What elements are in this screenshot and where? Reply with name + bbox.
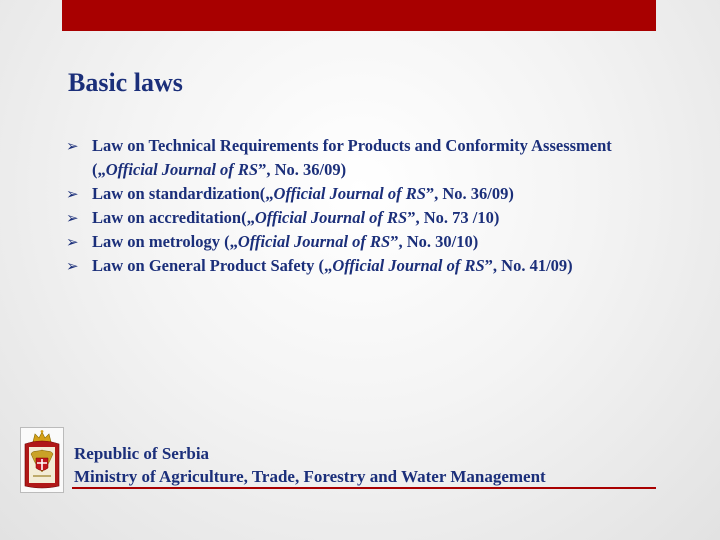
arrow-bullet-icon: ➢ bbox=[66, 257, 79, 275]
law-item-journal: Official Journal of RS bbox=[254, 208, 408, 227]
footer-country: Republic of Serbia bbox=[74, 444, 210, 463]
law-item bbox=[66, 254, 646, 278]
serbia-coat-of-arms-icon bbox=[20, 427, 64, 493]
law-item-tail: ”, No. 36/09) bbox=[425, 184, 514, 203]
law-item bbox=[66, 134, 646, 182]
law-item-lead: Law on metrology („ bbox=[92, 232, 238, 251]
law-item-lead: Law on standardization(„ bbox=[92, 184, 274, 203]
arrow-bullet-icon: ➢ bbox=[66, 185, 79, 203]
arrow-bullet-icon: ➢ bbox=[66, 233, 79, 251]
footer-institution bbox=[74, 442, 546, 488]
footer-divider bbox=[72, 487, 656, 489]
law-item-journal: Official Journal of RS bbox=[237, 232, 391, 251]
slide-title: Basic laws bbox=[68, 68, 183, 97]
top-accent-bar bbox=[62, 0, 656, 31]
law-item-lead: Law on Technical Requirements for Products and Conformity Assessment („ bbox=[92, 136, 612, 179]
law-item-lead: Law on accreditation(„ bbox=[92, 208, 255, 227]
law-item bbox=[66, 206, 646, 230]
law-item-lead: Law on General Product Safety („ bbox=[92, 256, 333, 275]
arrow-bullet-icon: ➢ bbox=[66, 209, 79, 227]
law-item-journal: Official Journal of RS bbox=[105, 160, 259, 179]
footer-ministry: Ministry of Agriculture, Trade, Forestry and Water Management bbox=[74, 467, 546, 486]
law-item-journal: Official Journal of RS bbox=[332, 256, 485, 275]
arrow-bullet-icon: ➢ bbox=[66, 137, 79, 155]
law-item-tail: ”, No. 36/09) bbox=[258, 160, 347, 179]
law-item bbox=[66, 182, 646, 206]
law-item bbox=[66, 230, 646, 254]
law-item-journal: Official Journal of RS bbox=[273, 184, 426, 203]
law-item-tail: ”, No. 30/10) bbox=[390, 232, 479, 251]
law-list bbox=[66, 134, 646, 278]
law-item-tail: ”, No. 41/09) bbox=[484, 256, 573, 275]
law-item-tail: ”, No. 73 /10) bbox=[407, 208, 500, 227]
